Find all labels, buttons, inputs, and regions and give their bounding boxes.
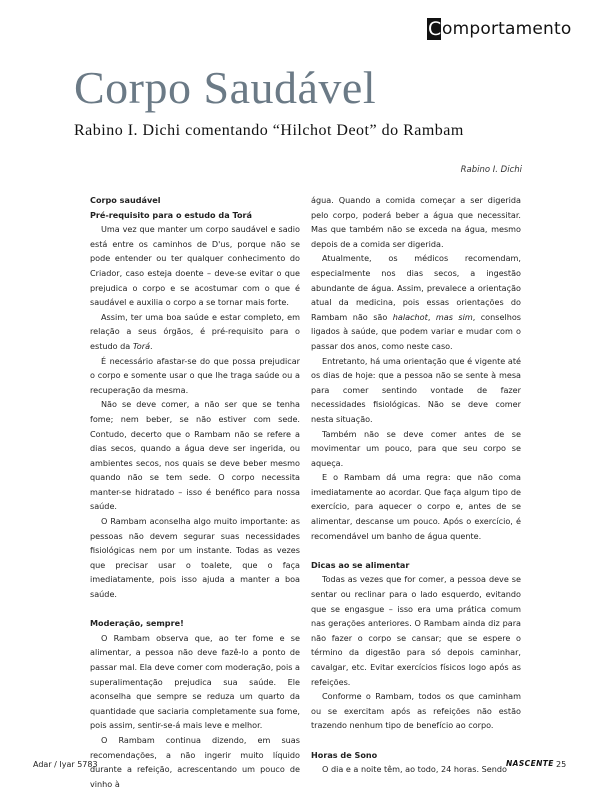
section-heading: Horas de Sono [311,749,378,760]
paragraph: O Rambam continua dizendo, em suas recomendações, a não ingerir muito líquido durante a refeição, acrescentando um pouco de vinho à [90,734,300,789]
paragraph [90,310,300,354]
paragraph-text: . [150,340,153,351]
page-number: 25 [556,760,567,769]
paragraph-emphasis: mas sim [435,311,473,322]
paragraph-emphasis: Torá [132,340,151,351]
paragraph: É necessário afastar-se do que possa prejudicar o corpo e somente usar o que lhe traga saúde ou a recuperação da mesma. [90,355,300,395]
section-heading: Corpo saudável [90,195,161,205]
paragraph-text: , conselhos ligados à saúde, que podem variar e mudar com o passar dos anos, como neste caso. [311,311,521,351]
paragraph: Todas as vezes que for comer, a pessoa deve se sentar ou reclinar para o lado esquerdo, evitando que se engasgue – isso era uma prática comum nas gerações anteriores. O Rambam ainda diz para não fazer o corpo se cansar; que se espere o término da digestão para só depois caminhar, cavalgar, etc. Evitar exercícios físicos logo após as refeições. [311,574,521,687]
section-heading: Dicas ao se alimentar [311,559,410,570]
paragraph-text: , [427,311,436,322]
paragraph: O Rambam aconselha algo muito importante: as pessoas não devem segurar suas necessidades fisiológicas nem por um instante. Todas as vezes que precisar usar o toalete, que o faça imediatamente, pois isso ajuda a manter a boa saúde. [90,516,300,600]
paragraph-text: Assim, ter uma boa saúde e estar completo, em relação a seus órgãos, é pré-requisito para o estudo da [90,311,300,351]
section-tag [427,18,572,40]
paragraph: Não se deve comer, a não ser que se tenha fome; nem beber, se não estiver com sede. Contudo, decerto que o Rambam não se refere a dias secos, quando a água deve ser ingerida, ou ambientes secos, nos quais se deve beber mesmo quando não se tem sede. O corpo necessita manter-se hidratado – isso é benéfico para nossa saúde. [90,399,300,512]
section-subheading: Pré-requisito para o estudo da Torá [90,209,252,220]
paragraph [311,251,521,353]
paragraph-text: Atualmente, os médicos recomendam, especialmente nos dias secos, a ingestão abundante de água. Assim, prevalece a orientação atual da medicina, pois essas orientações do Rambam não são [311,253,521,322]
paragraph: O dia e a noite têm, ao todo, 24 horas. Sendo [322,764,507,775]
section-heading: Moderação, sempre! [90,618,184,629]
issue-date: Adar / Iyar 5783 [33,760,98,769]
article-title: Corpo Saudável [74,62,377,113]
right-column [311,193,521,777]
paragraph: Conforme o Rambam, todos os que caminham ou se exercitam após as refeições não estão trazendo nenhum tipo de benefício ao corpo. [311,691,521,731]
paragraph: Também não se deve comer antes de se movimentar um pouco, para que seu corpo se aqueça. [311,428,521,468]
paragraph: água. Quando a comida começar a ser digerida pelo corpo, poderá beber a água que necessitar. Mas que também não se exceda na água, mesmo depois de a comida ser digerida. [311,195,521,249]
section-tag-box [427,18,441,40]
paragraph: Entretanto, há uma orientação que é vigente até os dias de hoje: que a pessoa não se sente à mesa para comer sentindo vontade de fazer necessidades fisiológicas. Não se deve comer nesta situação. [311,355,521,424]
paragraph: Uma vez que manter um corpo saudável e sadio está entre os caminhos de D'us, porque não se pode entender ou ter qualquer conhecimento do Criador, caso esteja doente – deve-se evitar o que prejudica o corpo e se acostumar com o que é saudável e auxilia o corpo a se tornar mais forte. [90,224,300,308]
magazine-logo: NASCENTE [506,759,554,768]
section-tag-label: omportamento [442,19,572,39]
article-subtitle: Rabino I. Dichi comentando “Hilchot Deot” do Rambam [74,122,464,139]
paragraph-emphasis: halachot [392,311,428,322]
paragraph: O Rambam observa que, ao ter fome e se alimentar, a pessoa não deve fazê-lo a ponto de passar mal. Ela deve comer com moderação, pois a superalimentação prejudica sua saúde. Ele aconselha que sempre se reduza um quarto da quantidade que saciaria completamente sua fome, pois assim, sentir-se-á mais leve e melhor. [90,632,300,731]
paragraph: E o Rambam dá uma regra: que não coma imediatamente ao acordar. Que faça algum tipo de exercício, para aquecer o corpo e, antes de se alimentar, descanse um pouco. Após o exercício, é recomendável um banho de água quente. [311,472,521,541]
article-author: Rabino I. Dichi [460,165,522,175]
section-tag-initial: C [428,18,442,40]
left-column [90,193,300,791]
